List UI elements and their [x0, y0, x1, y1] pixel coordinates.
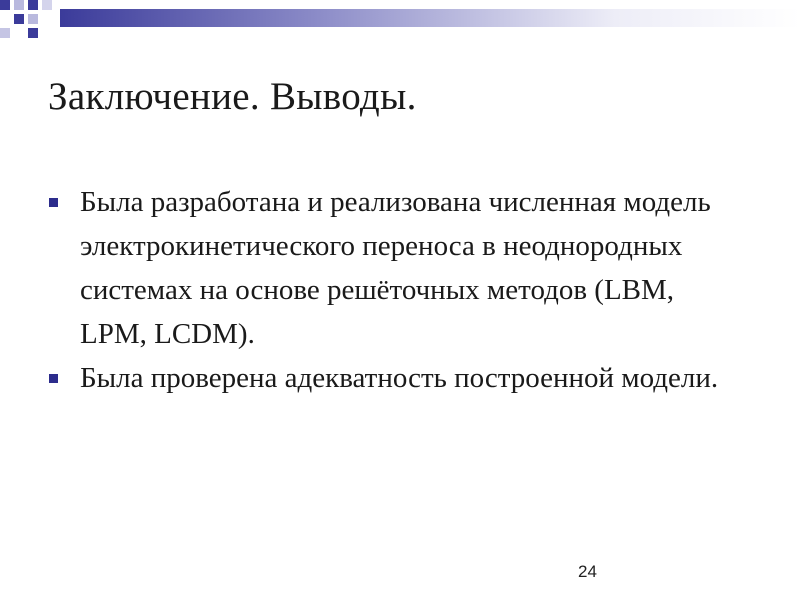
bullet-item	[48, 180, 748, 356]
deco-square	[0, 0, 10, 10]
deco-square	[28, 28, 38, 38]
deco-square	[42, 0, 52, 10]
bullet-list	[48, 180, 748, 400]
deco-square	[28, 14, 38, 24]
deco-square	[0, 28, 10, 38]
deco-square	[14, 0, 24, 10]
square-bullet-icon	[49, 374, 58, 383]
deco-square	[14, 14, 24, 24]
deco-square	[28, 0, 38, 10]
header-gradient-bar	[60, 9, 800, 27]
page-number: 24	[578, 562, 597, 581]
bullet-item	[48, 356, 748, 400]
bullet-text: Была разработана и реализована численная модель электрокинетического переноса в неоднородных системах на основе решёточных методов (LBM, LPM, LCDM).	[80, 186, 711, 350]
bullet-text: Была проверена адекватность построенной модели.	[80, 362, 719, 394]
slide-title: Заключение. Выводы.	[48, 75, 417, 118]
corner-squares-decoration	[0, 0, 60, 48]
square-bullet-icon	[49, 198, 58, 207]
